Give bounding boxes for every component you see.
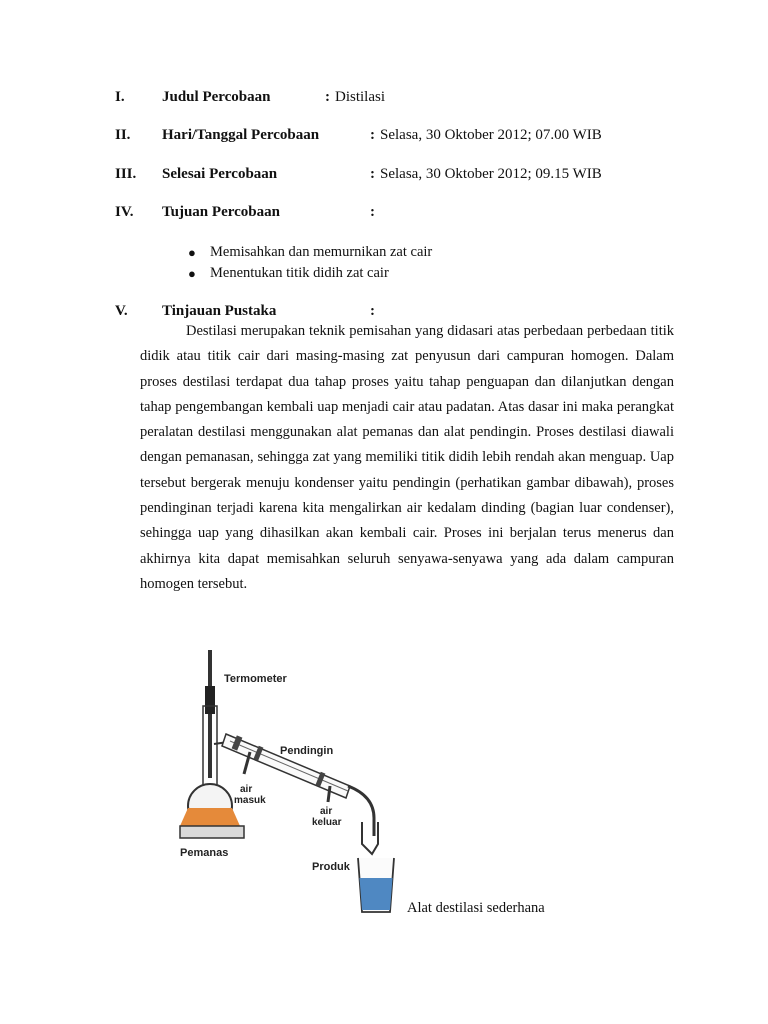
bullet-icon: ● [188,245,196,260]
section-colon: : [325,89,330,105]
section-number: III. [115,166,137,182]
label-air-masuk-2: masuk [234,795,266,806]
label-termometer: Termometer [224,673,287,685]
section-number: I. [115,89,125,105]
section-colon: : [370,127,375,143]
section-value: Selasa, 30 Oktober 2012; 09.15 WIB [380,166,602,182]
section-number: V. [115,303,128,319]
label-air-masuk-1: air [240,784,253,795]
body-paragraph: Destilasi merupakan teknik pemisahan yang didasari atas perbedaan perbedaan titik didik atau titik cair dari masing-masing zat penyusun dari campuran homogen. Dalam proses destilasi terdapat dua tahap proses yaitu tahap penguapan dan dilanjutkan dengan tahap pengembangan kembali uap menjadi cair atau padatan. Atas dasar ini maka perangkat peralatan destilasi menggunakan alat pemanas dan alat pendingin. Proses destilasi diawali dengan pemanasan, sehingga zat yang memiliki titik didih lebih rendah akan menguap. Uap tersebut bergerak menuju kondenser yaitu pendingin (perhatikan gambar dibawah), proses pendinginan terjadi karena kita mengalirkan air kedalam dinding (bagian luar condenser), sehingga uap yang dihasilkan akan kembali cair. Proses ini berjalan terus menerus dan akhirnya kita dapat memisahkan seluruh senyawa-senyawa yang ada dalam campuran homogen tersebut. [140,323,674,592]
label-air-keluar-1: air [320,806,333,817]
section-colon: : [370,303,375,319]
section-label: Judul Percobaan [162,89,271,105]
section-number: IV. [115,204,134,220]
heater-icon [180,826,244,838]
label-produk: Produk [312,861,350,873]
distillation-apparatus-figure [178,646,408,916]
list-item: ● Menentukan titik didih zat cair [188,263,432,284]
section-label: Tinjauan Pustaka [162,303,277,319]
section-value: Distilasi [335,89,386,105]
section-value: Selasa, 30 Oktober 2012; 07.00 WIB [380,127,602,143]
section-label: Selesai Percobaan [162,166,278,182]
section-colon: : [370,204,375,220]
section-label: Hari/Tanggal Percobaan [162,127,320,143]
list-item: ● Memisahkan dan memurnikan zat cair [188,242,432,263]
label-air-keluar-2: keluar [312,817,342,828]
aims-list [188,242,432,284]
section-colon: : [370,166,375,182]
section-label: Tujuan Percobaan [162,204,280,220]
bullet-icon: ● [188,266,196,281]
label-pemanas: Pemanas [180,847,229,859]
section-number: II. [115,127,131,143]
label-pendingin: Pendingin [280,745,334,757]
figure-caption: Alat destilasi sederhana [407,900,545,916]
